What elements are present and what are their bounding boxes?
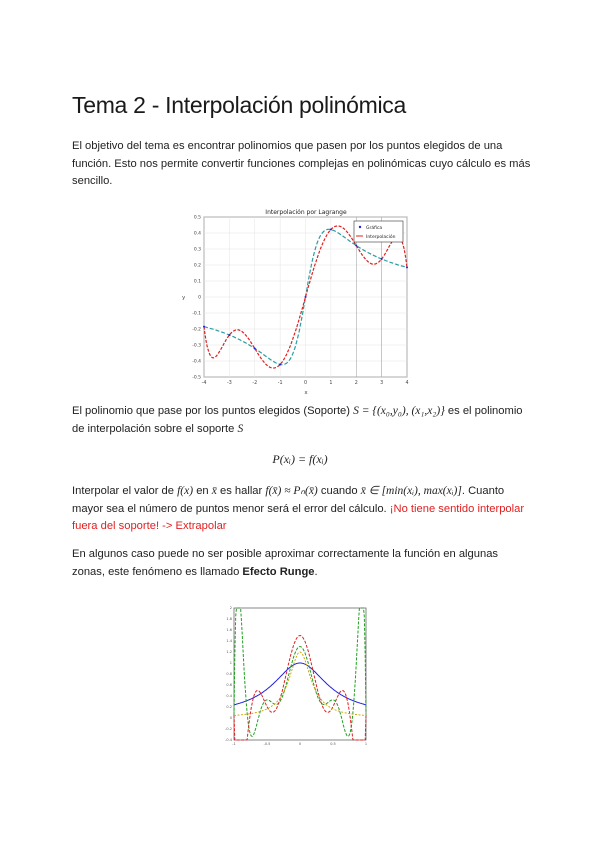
- chart1-title: Interpolación por Lagrange: [265, 209, 347, 216]
- chart2-ytick-label: 1.2: [226, 650, 232, 654]
- soporte-s: S: [237, 422, 244, 435]
- chart1-ytick-label: -0.4: [192, 359, 201, 365]
- interpolar-paragraph: [72, 483, 532, 536]
- chart2-ytick-label: 1.8: [226, 617, 232, 621]
- chart2-xtick-label: 0.5: [330, 742, 336, 746]
- chart1-ytick-label: 0: [198, 295, 201, 301]
- chart2-ytick-label: 2: [229, 606, 232, 610]
- soporte-text-2: es el polinomio de interpolación sobre el soporte: [72, 405, 523, 435]
- chart1-xtick-label: 3: [380, 381, 384, 386]
- chart1-ytick-label: -0.2: [192, 327, 201, 333]
- runge-bold: Efecto Runge: [242, 565, 315, 578]
- chart1-ytick-label: -0.3: [192, 343, 201, 349]
- chart2-xtick-label: 1: [364, 742, 368, 746]
- extrapolar-warning: ¡No tiene sentido interpolar fuera del soporte! -> Extrapolar: [72, 502, 525, 532]
- chart1-support-point: [381, 258, 383, 260]
- chart1-ytick-label: 0.5: [193, 215, 201, 221]
- intro-paragraph: El objetivo del tema es encontrar polinomios que pasen por los puntos elegidos de una función. Esto nos permite convertir funciones complejas en polinómicas cuyo cálculo es más sencillo.: [72, 140, 531, 187]
- interpolation-formula: P(xᵢ) = f(xᵢ): [272, 452, 328, 466]
- interp-fx: f(x): [177, 485, 194, 497]
- chart1-xtick-label: -2: [252, 381, 258, 386]
- chart1-support-point: [279, 363, 281, 365]
- interp-text-b: es hallar: [219, 485, 263, 497]
- chart1-xtick-label: -4: [201, 381, 207, 386]
- chart1-legend-2: Interpolación: [366, 235, 396, 240]
- chart1-xtick-label: 1: [329, 381, 333, 386]
- chart1-xlabel: x: [304, 390, 308, 396]
- soporte-set: S = {(x₀,y₀), (x₁,x₂)}: [353, 405, 445, 417]
- chart2-ytick-label: 0.2: [226, 705, 232, 709]
- chart2-xtick-label: -1: [232, 742, 236, 746]
- chart1-ytick-label: 0.2: [193, 263, 201, 269]
- chart1-support-point: [203, 326, 205, 328]
- chart1-ytick-label: -0.1: [192, 311, 201, 317]
- page-title: Tema 2 - Interpolación polinómica: [72, 92, 406, 118]
- runge-chart: [224, 605, 374, 745]
- chart1-ylabel: y: [182, 295, 186, 301]
- chart2-ytick-label: 0.6: [226, 683, 232, 687]
- lagrange-chart: [178, 205, 408, 395]
- chart1-support-point: [254, 347, 256, 349]
- chart1-ytick-label: 0.1: [193, 279, 201, 285]
- chart1-xtick-label: -1: [277, 381, 283, 386]
- chart1-xtick-label: 2: [354, 381, 358, 386]
- chart2-ytick-label: 0.4: [226, 694, 232, 698]
- soporte-text-1: El polinomio que pase por los puntos elegidos (Soporte): [72, 405, 350, 417]
- chart2-ytick-label: 0.8: [226, 672, 232, 676]
- chart1-ytick-label: -0.5: [192, 375, 201, 381]
- chart1-support-point: [305, 296, 307, 298]
- chart1-xtick-label: -3: [226, 381, 232, 386]
- interp-range: x̄ ∈ [min(xᵢ), max(xᵢ)]: [360, 485, 462, 497]
- chart2-ytick-label: 1.4: [226, 639, 232, 643]
- chart2-xtick-label: -0.5: [263, 742, 271, 746]
- chart2-ytick-label: 0: [229, 716, 232, 720]
- chart2-ytick-label: 1.6: [226, 628, 232, 632]
- runge-paragraph: [72, 546, 532, 581]
- interp-eq: f(x̄) ≈ Pₙ(x̄): [265, 485, 318, 497]
- chart1-xtick-label: 0: [303, 381, 308, 386]
- interp-text-d: . Cuanto mayor sea el número de puntos menor será el error del cálculo.: [72, 485, 505, 515]
- chart1-support-point: [228, 334, 230, 336]
- interp-text-c: cuando: [320, 485, 358, 497]
- soporte-paragraph: [72, 403, 532, 438]
- chart1-ytick-label: 0.4: [193, 231, 201, 237]
- chart2-ytick-label: 1: [229, 661, 232, 665]
- chart1-support-point: [355, 245, 357, 247]
- chart1-support-point: [406, 266, 408, 268]
- runge-text: En algunos caso puede no ser posible aproximar correctamente la función en algunas zonas, este fenómeno es llamado: [72, 548, 499, 578]
- interp-en: en: [196, 485, 209, 497]
- chart2-xtick-label: 0: [298, 742, 302, 746]
- runge-end: .: [314, 565, 318, 578]
- interp-xbar: x̄: [211, 485, 217, 497]
- interp-text-a: Interpolar el valor de: [72, 485, 174, 497]
- chart2-ytick-label: -0.4: [225, 738, 232, 742]
- chart1-xtick-label: 4: [405, 381, 409, 386]
- chart2-ytick-label: -0.2: [225, 727, 232, 731]
- chart1-ytick-label: 0.3: [193, 247, 201, 253]
- chart1-support-point: [330, 229, 332, 231]
- chart1-legend-1: Gráfica: [366, 226, 383, 231]
